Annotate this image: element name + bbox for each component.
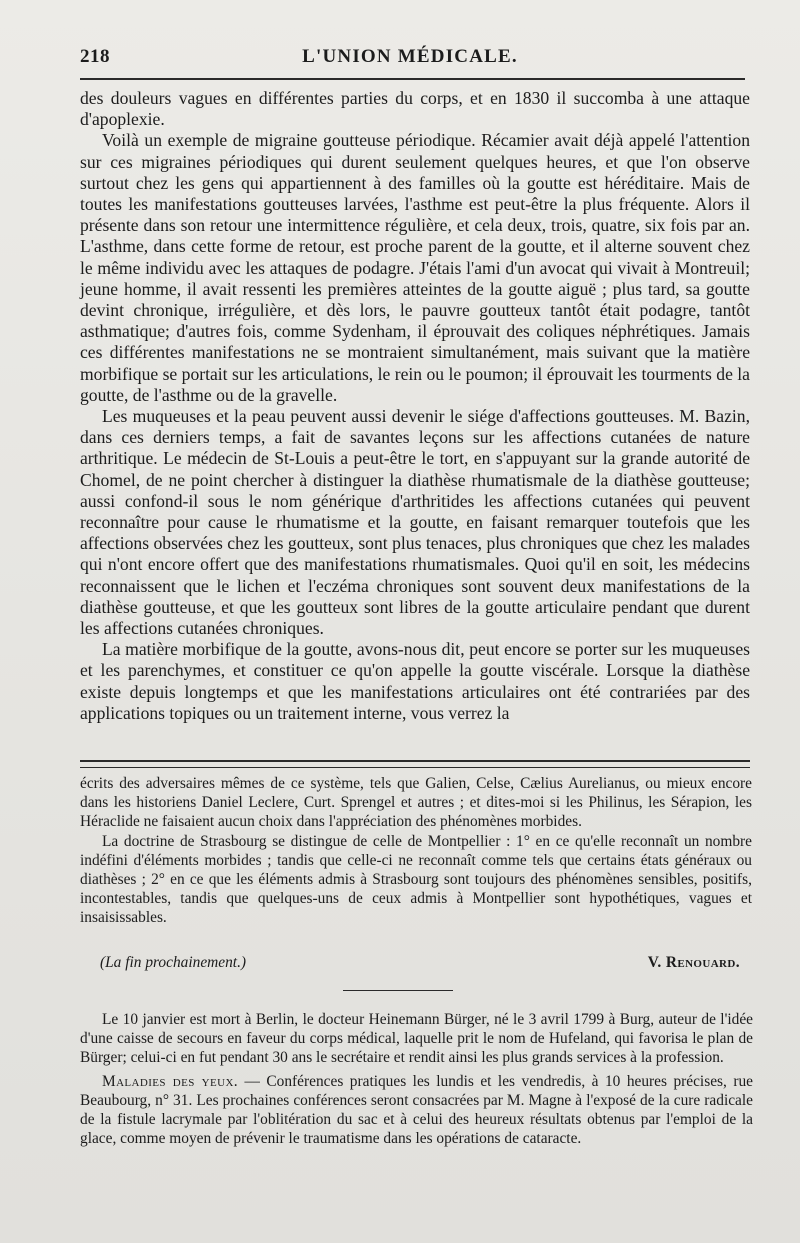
- signature-line: [100, 954, 750, 976]
- author-signature: V. Renouard.: [647, 954, 740, 971]
- paragraph-cutaneous-affections: Les muqueuses et la peau peuvent aussi devenir le siége d'affections goutteuses. M. Bazin, dans ces derniers temps, a fait de savantes leçons sur les affections cutanées de nature arthritique. Le médecin de St-Louis a peut-être le tort, en s'appuyant sur la grande autorité de Chomel, de ne point chercher à distinguer la diathèse rhumatismale de la diathèse goutteuse; aussi confond-il sous le nom générique d'arthritides les affections cutanées qui peuvent reconnaître pour cause le rhumatisme et la goutte, en faisant remarquer toutefois que les affections observées chez les goutteux, sont plus tenaces, plus chroniques que chez les malades qui n'ont encore offert que des manifestations rhumatismales. Quoi qu'il en soit, les médecins reconnaissent que le lichen et l'eczéma chroniques sont souvent deux manifestations de la diathèse goutteuse, et que les goutteux sont libres de la goutte articulaire pendant que durent les affections cutanées chroniques.: [80, 406, 750, 639]
- main-article-text: [80, 88, 750, 724]
- header-rule: [80, 78, 745, 80]
- section-divider: [343, 990, 453, 991]
- footnote-separator: [80, 760, 750, 768]
- eye-diseases-text: — Conférences pratiques les lundis et les vendredis, à 10 heures précises, rue Beaubourg, n° 31. Les prochaines conférences seront consacrées par M. Magne à l'exposé de la cure radicale de la fistule lacrymale par l'oblitération du sac et à celui des heureux résultats obtenus par l'emploi de la glace, comme moyen de prévenir le traumatisme dans les opérations de cataracte.: [80, 1072, 753, 1148]
- paragraph-visceral-gout: La matière morbifique de la goutte, avons-nous dit, peut encore se porter sur les muqueuses et les parenchymes, et constituer ce qu'on appelle la goutte viscérale. Lorsque la diathèse existe depuis longtemps et que les manifestations articulaires ont été contrariées par des applications topiques ou un traitement interne, vous verrez la: [80, 639, 750, 723]
- paragraph-migraine-asthma: Voilà un exemple de migraine goutteuse périodique. Récamier avait déjà appelé l'attention sur ces migraines périodiques qui durent seulement quelques heures, et que l'on observe surtout chez les gens qui appartiennent à des familles où la goutte est héréditaire. Mais de toutes les manifestations goutteuses larvées, l'asthme est peut-être la plus fréquente. Alors il présente dans son retour une intermittence régulière, et cela deux, trois, quatre, six fois par an. L'asthme, dans cette forme de retour, est proche parent de la goutte, et il alterne souvent chez le même individu avec les attaques de podagre. J'étais l'ami d'un avocat qui vivait à Montreuil; jeune homme, il avait ressenti les premières atteintes de la goutte aiguë ; plus tard, sa goutte devint chronique, irrégulière, et dès lors, le pauvre goutteux tantôt était podagre, tantôt asthmatique; d'autres fois, comme Sydenham, il éprouvait des coliques néphrétiques. Jamais ces différentes manifestations ne se montraient simultanément, mais suivant que la matière morbifique se portait sur les articulations, le rein ou le poumon; il éprouvait les tourments de la goutte, de l'asthme ou de la gravelle.: [80, 130, 750, 405]
- obituary-notice: Le 10 janvier est mort à Berlin, le docteur Heinemann Bürger, né le 3 avril 1799 à Burg, auteur de l'idée d'une caisse de secours en faveur du corps médical, laquelle prit le nom de Hufeland, qui favorisa le plan de Bürger; celui-ci en fut pendant 30 ans le secrétaire et rendit ainsi les plus grands services à la profession.: [80, 1011, 753, 1067]
- paragraph-continuation: des douleurs vagues en différentes parties du corps, et en 1830 il succomba à une attaque d'apoplexie.: [80, 88, 750, 130]
- journal-title: L'UNION MÉDICALE.: [302, 46, 518, 67]
- eye-diseases-label: Maladies des yeux.: [102, 1072, 239, 1090]
- running-head: [80, 44, 740, 74]
- feuilleton-text: [80, 774, 752, 928]
- news-items: [80, 1010, 753, 1152]
- footnote-paragraph: La doctrine de Strasbourg se distingue de celle de Montpellier : 1° en ce qu'elle reconnaît un nombre indéfini d'éléments morbides ; tandis que celle-ci ne reconnaît comme tels que certains états généraux ou diathèses ; 2° en ce que les éléments admis à Strasbourg sont toujours des phénomènes sensibles, positifs, incontestables, tandis que quelques-uns de ceux admis à Montpellier sont hypothétiques, vagues et insaisissables.: [80, 832, 752, 927]
- eye-diseases-notice: [80, 1072, 753, 1149]
- continued-note: (La fin prochainement.): [100, 954, 247, 971]
- footnote-paragraph: écrits des adversaires mêmes de ce système, tels que Galien, Celse, Cælius Aurelianus, ou mieux encore dans les historiens Daniel Leclere, Curt. Sprengel et autres ; et dites-moi si les Philinus, les Sérapion, les Héraclide ne faisaient aucun choix dans l'appréciation des phénomènes morbides.: [80, 775, 752, 831]
- page-number: 218: [80, 46, 110, 67]
